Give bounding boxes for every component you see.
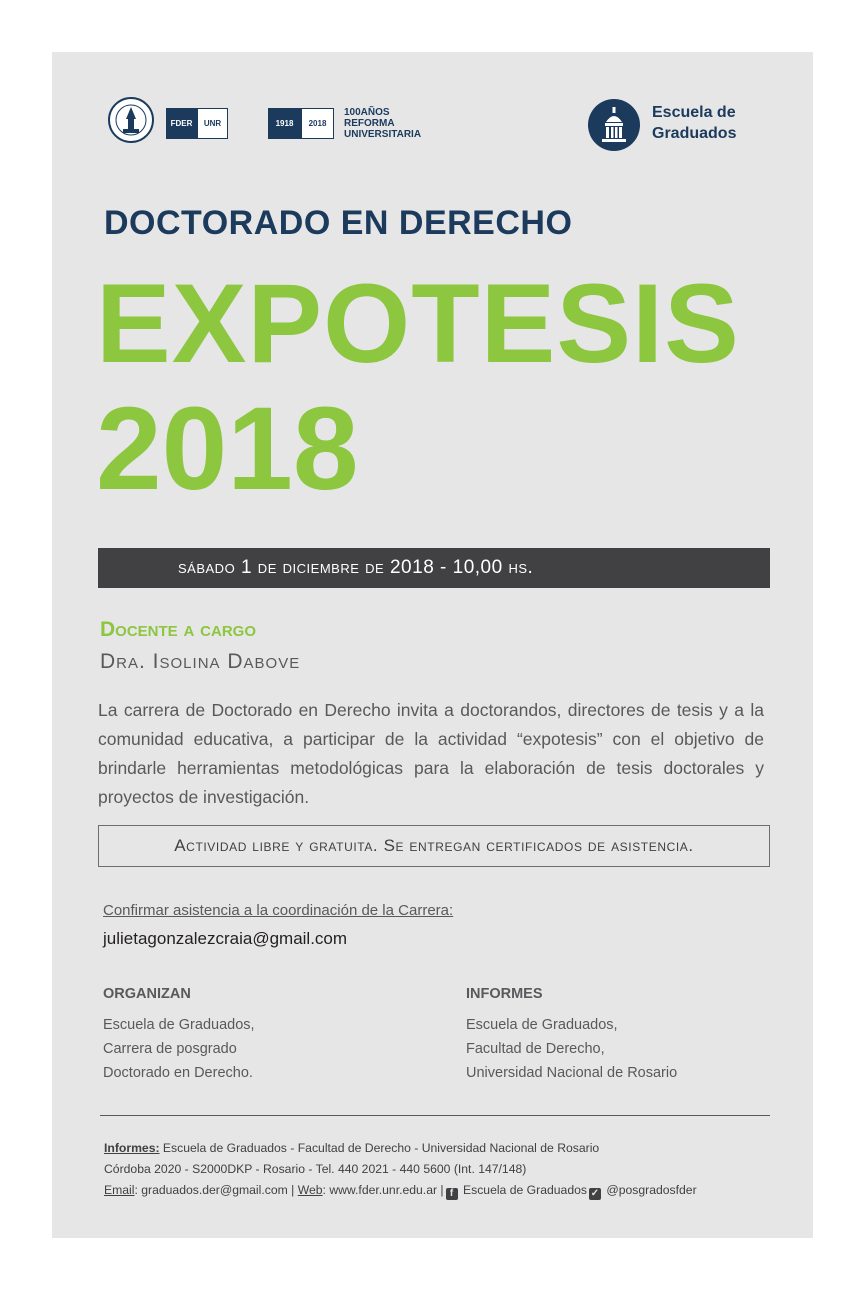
informes-heading: INFORMES [466, 986, 543, 1002]
footer-twitter[interactable]: @posgradosfder [602, 1183, 697, 1197]
list-item: Escuela de Graduados, [466, 1017, 618, 1033]
footer-line-2: Córdoba 2020 - S2000DKP - Rosario - Tel. 440 2021 - 440 5600 (Int. 147/148) [104, 1162, 527, 1176]
footer-address: Escuela de Graduados - Facultad de Derecho - Universidad Nacional de Rosario [159, 1141, 600, 1155]
docente-heading: Docente a cargo [100, 618, 257, 641]
escuela-line-2: Graduados [652, 125, 737, 142]
event-year: 2018 [96, 383, 359, 515]
escuela-graduados-label [652, 102, 736, 144]
footer-web-label: Web [297, 1183, 323, 1197]
list-item: Facultad de Derecho, [466, 1041, 605, 1057]
footer-email-label: Email [104, 1183, 135, 1197]
footer-informes-label: Informes: [104, 1141, 160, 1155]
unr-seal-logo [108, 97, 154, 143]
reforma-text [344, 107, 421, 140]
reforma-line-2: REFORMA [344, 118, 395, 129]
footer [104, 1138, 697, 1201]
list-item: Doctorado en Derecho. [103, 1065, 253, 1081]
event-title: EXPOTESIS [96, 261, 740, 386]
footer-email[interactable]: : graduados.der@gmail.com | [134, 1183, 298, 1197]
reforma-years-logo [268, 108, 334, 139]
footer-line-3 [104, 1180, 697, 1201]
free-notice: Actividad libre y gratuita. Se entregan certificados de asistencia. [98, 825, 770, 867]
contact-email[interactable]: julietagonzalezcraia@gmail.com [103, 929, 348, 948]
list-item: Carrera de posgrado [103, 1041, 237, 1057]
confirm-label: Confirmar asistencia a la coordinación de la Carrera: [103, 902, 454, 919]
intro-paragraph: La carrera de Doctorado en Derecho invita a doctorandos, directores de tesis y a la comunidad educativa, a participar de la actividad “expotesis” con el objetivo de brindarle herramientas metodológicas para la elaboración de tesis doctorales y proyectos de investigación. [98, 700, 764, 807]
reforma-line-3: UNIVERSITARIA [344, 129, 422, 140]
capitol-dome-icon [587, 98, 641, 152]
divider [100, 1115, 770, 1116]
fder-label: FDER [166, 108, 197, 139]
footer-facebook[interactable]: Escuela de Graduados [459, 1183, 587, 1197]
escuela-line-1: Escuela de [652, 104, 736, 121]
footer-line-1 [104, 1138, 697, 1159]
date-bar: sábado 1 de diciembre de 2018 - 10,00 hs. [98, 548, 770, 588]
reforma-line-1: 100AÑOS [344, 107, 390, 118]
poster [52, 52, 813, 1238]
list-item: Escuela de Graduados, [103, 1017, 255, 1033]
informes-list [466, 1013, 677, 1085]
year-start: 1918 [268, 108, 301, 139]
organizan-heading: ORGANIZAN [103, 986, 191, 1002]
docente-name: Dra. Isolina Dabove [100, 650, 301, 673]
facebook-icon[interactable]: f [446, 1188, 458, 1200]
list-item: Universidad Nacional de Rosario [466, 1065, 678, 1081]
twitter-icon[interactable]: ✓ [590, 1188, 600, 1199]
year-end: 2018 [301, 108, 334, 139]
unr-label: UNR [197, 108, 228, 139]
program-title: DOCTORADO EN DERECHO [104, 204, 573, 242]
organizan-list [103, 1013, 255, 1085]
fder-unr-logo [166, 108, 228, 139]
footer-web[interactable]: : www.fder.unr.edu.ar | [322, 1183, 444, 1197]
